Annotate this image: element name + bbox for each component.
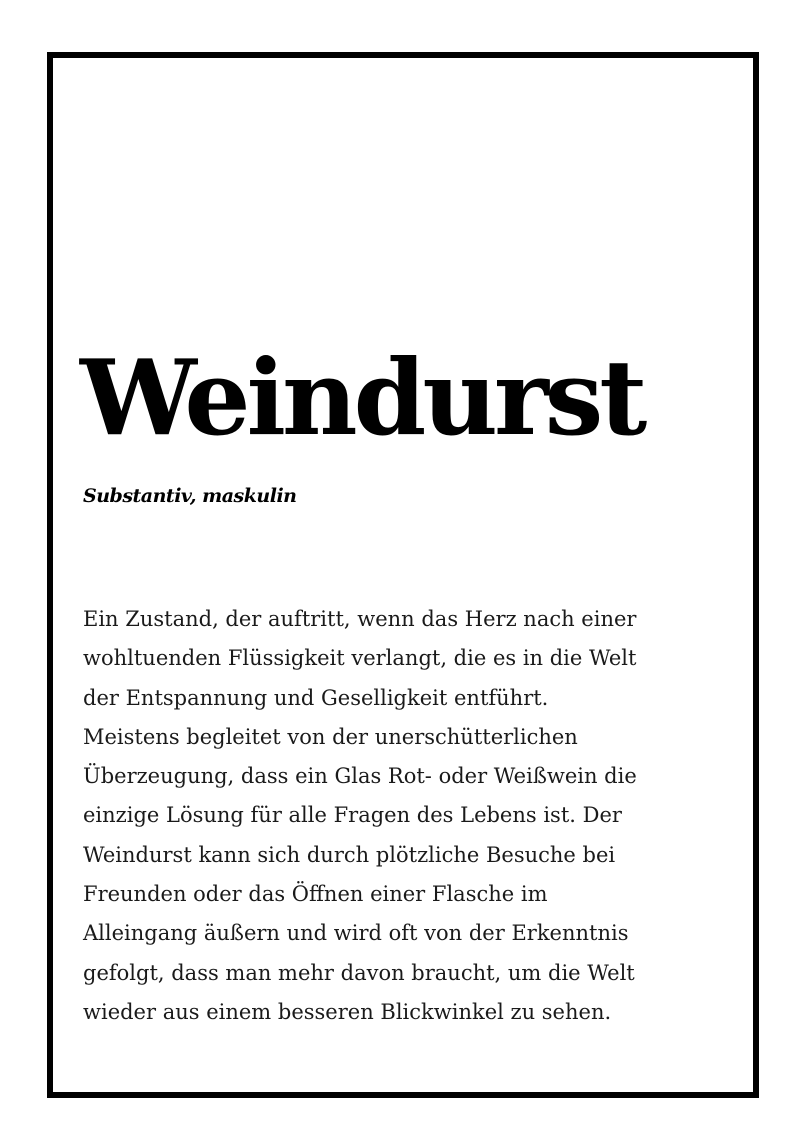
definition-line: gefolgt, dass man mehr davon braucht, um die Welt: [83, 960, 635, 985]
definition-line: Überzeugung, dass ein Glas Rot- oder Weißwein die: [83, 764, 637, 789]
definition-line: Freunden oder das Öffnen einer Flasche im: [83, 882, 548, 907]
definition-line: Weindurst kann sich durch plötzliche Besuche bei: [83, 842, 616, 867]
dictionary-headword: Weindurst: [80, 336, 644, 459]
word-class-label: Substantiv, maskulin: [83, 485, 297, 507]
definition-line: Alleingang äußern und wird oft von der Erkenntnis: [83, 921, 629, 946]
definition-line: Meistens begleitet von der unerschütterlichen: [83, 724, 578, 749]
definition-line: wohltuenden Flüssigkeit verlangt, die es in die Welt: [83, 646, 637, 671]
definition-line: Ein Zustand, der auftritt, wenn das Herz nach einer: [83, 607, 637, 631]
definition-text: [83, 600, 723, 1032]
definition-line: der Entspannung und Geselligkeit entführt.: [83, 685, 549, 710]
definition-line: wieder aus einem besseren Blickwinkel zu sehen.: [83, 999, 612, 1024]
definition-line: einzige Lösung für alle Fragen des Lebens ist. Der: [83, 803, 622, 828]
